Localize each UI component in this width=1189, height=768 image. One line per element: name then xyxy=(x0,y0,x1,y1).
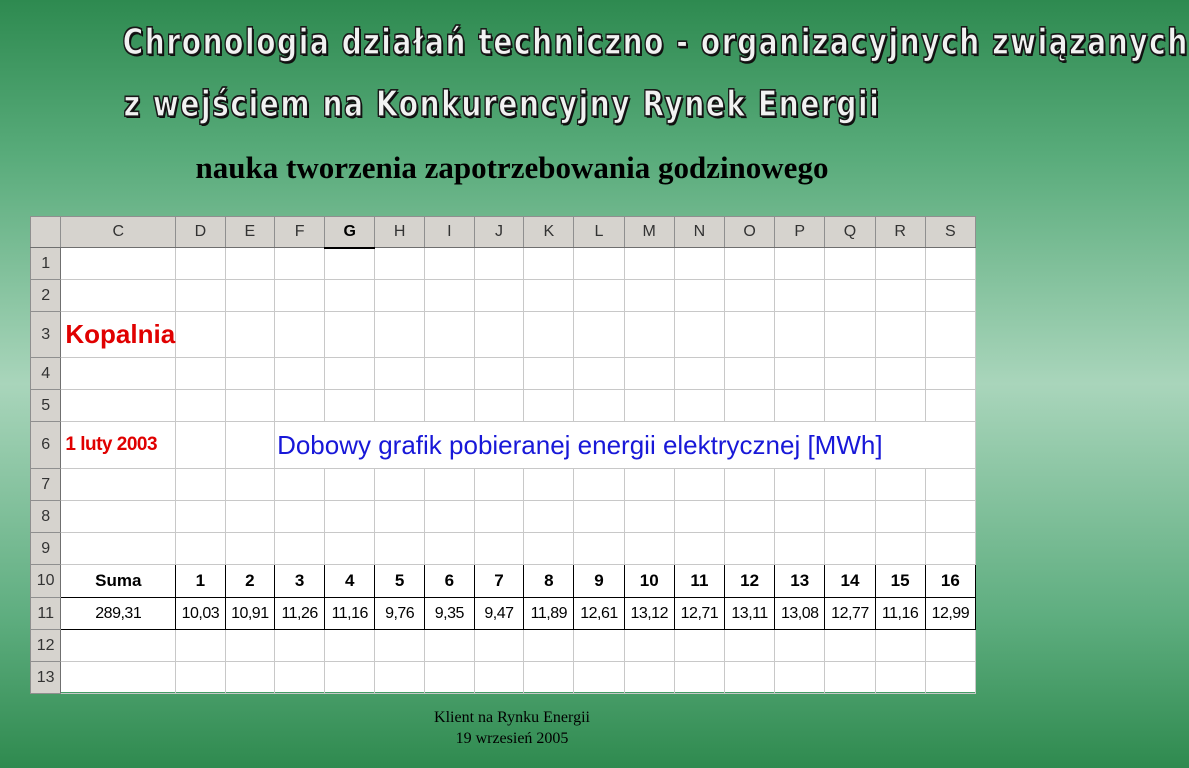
cell[interactable] xyxy=(875,630,925,662)
cell[interactable] xyxy=(176,630,225,662)
cell[interactable] xyxy=(524,280,574,312)
cell[interactable] xyxy=(424,280,474,312)
cell[interactable] xyxy=(674,280,724,312)
cell[interactable] xyxy=(325,280,375,312)
cell[interactable] xyxy=(375,662,425,694)
column-header[interactable]: J xyxy=(474,217,524,248)
cell[interactable] xyxy=(424,390,474,422)
cell-schedule-heading[interactable]: Dobowy grafik pobieranej energii elektrycznej [MWh] xyxy=(275,422,976,469)
cell[interactable] xyxy=(825,662,875,694)
row-header[interactable]: 12 xyxy=(31,630,61,662)
cell[interactable] xyxy=(325,630,375,662)
column-header[interactable]: K xyxy=(524,217,574,248)
column-header[interactable]: G xyxy=(325,217,375,248)
cell[interactable] xyxy=(424,662,474,694)
column-header[interactable]: Q xyxy=(825,217,875,248)
cell[interactable] xyxy=(574,533,624,565)
cell[interactable] xyxy=(474,390,524,422)
cell[interactable] xyxy=(574,312,624,358)
cell[interactable] xyxy=(875,533,925,565)
cell[interactable] xyxy=(275,501,325,533)
cell[interactable] xyxy=(225,280,274,312)
cell-company[interactable]: Kopalnia xyxy=(61,312,176,358)
row-header[interactable]: 6 xyxy=(31,422,61,469)
cell[interactable] xyxy=(674,630,724,662)
cell[interactable] xyxy=(574,280,624,312)
cell[interactable] xyxy=(176,280,225,312)
cell[interactable] xyxy=(574,630,624,662)
cell[interactable] xyxy=(775,248,825,280)
table-row xyxy=(31,280,976,312)
cell[interactable] xyxy=(775,280,825,312)
cell[interactable] xyxy=(176,501,225,533)
cell[interactable] xyxy=(225,312,274,358)
cell[interactable] xyxy=(624,662,674,694)
cell[interactable] xyxy=(624,248,674,280)
cell-hour[interactable]: 11 xyxy=(674,565,724,598)
cell[interactable] xyxy=(524,248,574,280)
cell-hour[interactable]: 14 xyxy=(825,565,875,598)
cell[interactable] xyxy=(275,662,325,694)
cell-hour-value[interactable]: 9,47 xyxy=(474,598,524,630)
row-header[interactable]: 10 xyxy=(31,565,61,598)
cell[interactable] xyxy=(825,630,875,662)
cell[interactable] xyxy=(775,358,825,390)
cell[interactable] xyxy=(825,358,875,390)
cell[interactable] xyxy=(725,662,775,694)
cell[interactable] xyxy=(61,469,176,501)
cell[interactable] xyxy=(61,280,176,312)
cell[interactable] xyxy=(725,533,775,565)
cell[interactable] xyxy=(176,662,225,694)
cell[interactable] xyxy=(275,312,325,358)
cell-hour-value[interactable]: 12,77 xyxy=(825,598,875,630)
cell[interactable] xyxy=(176,469,225,501)
slide-footer xyxy=(0,707,1024,749)
cell[interactable] xyxy=(875,390,925,422)
cell[interactable] xyxy=(225,533,274,565)
cell[interactable] xyxy=(225,630,274,662)
cell[interactable] xyxy=(375,501,425,533)
cell[interactable] xyxy=(524,662,574,694)
cell[interactable] xyxy=(925,312,975,358)
cell-hour[interactable]: 13 xyxy=(775,565,825,598)
cell[interactable] xyxy=(325,312,375,358)
cell[interactable] xyxy=(375,358,425,390)
slide-title-line2: z wejściem na Konkurencyjny Rynek Energii xyxy=(123,84,881,125)
cell[interactable] xyxy=(474,630,524,662)
table-row xyxy=(31,312,976,358)
table-row xyxy=(31,533,976,565)
cell[interactable] xyxy=(275,630,325,662)
cell[interactable] xyxy=(275,469,325,501)
cell[interactable] xyxy=(674,312,724,358)
cell[interactable] xyxy=(725,312,775,358)
cell[interactable] xyxy=(375,533,425,565)
column-header[interactable]: P xyxy=(775,217,825,248)
spreadsheet xyxy=(30,216,976,692)
cell[interactable] xyxy=(375,248,425,280)
cell[interactable] xyxy=(825,469,875,501)
cell[interactable] xyxy=(875,248,925,280)
cell[interactable] xyxy=(574,390,624,422)
cell-hour[interactable]: 8 xyxy=(524,565,574,598)
column-header[interactable]: L xyxy=(574,217,624,248)
cell[interactable] xyxy=(875,280,925,312)
cell[interactable] xyxy=(61,630,176,662)
cell[interactable] xyxy=(474,248,524,280)
cell-hour-value[interactable]: 12,61 xyxy=(574,598,624,630)
cell[interactable] xyxy=(674,390,724,422)
cell[interactable] xyxy=(725,358,775,390)
slide-title-line1: Chronologia działań techniczno - organizacyjnych związanych xyxy=(122,22,1189,63)
table-row xyxy=(31,358,976,390)
cell[interactable] xyxy=(875,312,925,358)
cell[interactable] xyxy=(825,280,875,312)
cell[interactable] xyxy=(61,533,176,565)
cell-hour[interactable]: 7 xyxy=(474,565,524,598)
cell[interactable] xyxy=(574,248,624,280)
cell[interactable] xyxy=(325,533,375,565)
cell[interactable] xyxy=(925,469,975,501)
cell[interactable] xyxy=(225,390,274,422)
cell[interactable] xyxy=(674,501,724,533)
column-header[interactable]: I xyxy=(424,217,474,248)
cell[interactable] xyxy=(176,358,225,390)
cell[interactable] xyxy=(275,248,325,280)
table-row xyxy=(31,390,976,422)
cell-hour-value[interactable]: 11,16 xyxy=(325,598,375,630)
cell-hour-value[interactable]: 13,11 xyxy=(725,598,775,630)
cell[interactable] xyxy=(925,390,975,422)
cell[interactable] xyxy=(624,312,674,358)
cell[interactable] xyxy=(624,501,674,533)
cell[interactable] xyxy=(474,533,524,565)
cell[interactable] xyxy=(225,422,274,469)
cell[interactable] xyxy=(474,280,524,312)
cell[interactable] xyxy=(474,312,524,358)
cell-hour[interactable]: 12 xyxy=(725,565,775,598)
cell[interactable] xyxy=(424,630,474,662)
cell[interactable] xyxy=(424,312,474,358)
cell[interactable] xyxy=(375,312,425,358)
cell-hour[interactable]: 16 xyxy=(925,565,975,598)
cell[interactable] xyxy=(825,533,875,565)
cell[interactable] xyxy=(825,390,875,422)
row-header[interactable]: 9 xyxy=(31,533,61,565)
footer-line1: Klient na Rynku Energii xyxy=(434,709,590,726)
cell[interactable] xyxy=(775,533,825,565)
cell[interactable] xyxy=(275,533,325,565)
cell[interactable] xyxy=(325,662,375,694)
cell[interactable] xyxy=(925,358,975,390)
cell[interactable] xyxy=(925,662,975,694)
cell[interactable] xyxy=(424,358,474,390)
cell[interactable] xyxy=(61,501,176,533)
cell[interactable] xyxy=(424,501,474,533)
cell[interactable] xyxy=(674,662,724,694)
row-header[interactable]: 3 xyxy=(31,312,61,358)
cell[interactable] xyxy=(725,248,775,280)
cell[interactable] xyxy=(725,280,775,312)
cell[interactable] xyxy=(176,422,225,469)
cell[interactable] xyxy=(524,312,574,358)
cell[interactable] xyxy=(325,501,375,533)
cell-hour-value[interactable]: 12,71 xyxy=(674,598,724,630)
cell[interactable] xyxy=(375,280,425,312)
cell[interactable] xyxy=(225,248,274,280)
row-header[interactable]: 2 xyxy=(31,280,61,312)
cell[interactable] xyxy=(925,501,975,533)
cell[interactable] xyxy=(875,469,925,501)
cell[interactable] xyxy=(176,390,225,422)
cell[interactable] xyxy=(524,469,574,501)
column-header[interactable]: N xyxy=(674,217,724,248)
cell[interactable] xyxy=(325,358,375,390)
cell[interactable] xyxy=(624,630,674,662)
select-all-corner[interactable] xyxy=(31,217,61,248)
cell[interactable] xyxy=(825,248,875,280)
cell-hour[interactable]: 2 xyxy=(225,565,274,598)
column-header[interactable]: D xyxy=(176,217,225,248)
cell[interactable] xyxy=(275,390,325,422)
cell[interactable] xyxy=(375,390,425,422)
table-row xyxy=(31,630,976,662)
cell-hour-value[interactable]: 9,76 xyxy=(375,598,425,630)
column-header[interactable]: C xyxy=(61,217,176,248)
cell[interactable] xyxy=(474,358,524,390)
cell[interactable] xyxy=(674,469,724,501)
column-header[interactable]: M xyxy=(624,217,674,248)
slide-subtitle: nauka tworzenia zapotrzebowania godzinowego xyxy=(195,150,829,185)
cell[interactable] xyxy=(61,248,176,280)
cell[interactable] xyxy=(225,662,274,694)
cell-hour-value[interactable]: 11,89 xyxy=(524,598,574,630)
cell[interactable] xyxy=(61,662,176,694)
cell[interactable] xyxy=(775,501,825,533)
cell[interactable] xyxy=(624,280,674,312)
cell[interactable] xyxy=(775,662,825,694)
table-row xyxy=(31,422,976,469)
cell-hour[interactable]: 5 xyxy=(375,565,425,598)
column-header[interactable]: O xyxy=(725,217,775,248)
cell-hour-value[interactable]: 9,35 xyxy=(424,598,474,630)
table-row xyxy=(31,469,976,501)
cell[interactable] xyxy=(574,469,624,501)
cell[interactable] xyxy=(574,358,624,390)
cell-hour-value[interactable]: 11,16 xyxy=(875,598,925,630)
cell[interactable] xyxy=(624,390,674,422)
cell[interactable] xyxy=(61,390,176,422)
cell-hour[interactable]: 4 xyxy=(325,565,375,598)
cell-hour[interactable]: 6 xyxy=(424,565,474,598)
row-header[interactable]: 1 xyxy=(31,248,61,280)
cell-date[interactable]: 1 luty 2003 xyxy=(61,422,176,469)
cell[interactable] xyxy=(725,630,775,662)
cell[interactable] xyxy=(61,358,176,390)
cell[interactable] xyxy=(524,390,574,422)
cell[interactable] xyxy=(775,469,825,501)
row-header[interactable]: 7 xyxy=(31,469,61,501)
cell[interactable] xyxy=(825,312,875,358)
row-header[interactable]: 8 xyxy=(31,501,61,533)
cell[interactable] xyxy=(524,501,574,533)
row-header[interactable]: 5 xyxy=(31,390,61,422)
cell[interactable] xyxy=(474,662,524,694)
column-header[interactable]: S xyxy=(925,217,975,248)
cell-hour-value[interactable]: 13,08 xyxy=(775,598,825,630)
row-header[interactable]: 11 xyxy=(31,598,61,630)
cell-hour[interactable]: 1 xyxy=(176,565,225,598)
row-header[interactable]: 4 xyxy=(31,358,61,390)
cell[interactable] xyxy=(624,358,674,390)
cell[interactable] xyxy=(674,248,724,280)
cell[interactable] xyxy=(775,312,825,358)
cell[interactable] xyxy=(574,662,624,694)
cell-hour-value[interactable]: 13,12 xyxy=(624,598,674,630)
cell[interactable] xyxy=(176,248,225,280)
cell[interactable] xyxy=(725,501,775,533)
cell-hour[interactable]: 3 xyxy=(275,565,325,598)
cell[interactable] xyxy=(176,533,225,565)
cell[interactable] xyxy=(925,630,975,662)
table-row xyxy=(31,662,976,694)
cell[interactable] xyxy=(424,248,474,280)
cell[interactable] xyxy=(725,390,775,422)
cell[interactable] xyxy=(624,533,674,565)
cell[interactable] xyxy=(674,533,724,565)
cell[interactable] xyxy=(875,501,925,533)
column-header[interactable]: R xyxy=(875,217,925,248)
cell[interactable] xyxy=(775,390,825,422)
cell[interactable] xyxy=(275,280,325,312)
cell[interactable] xyxy=(925,533,975,565)
cell[interactable] xyxy=(474,501,524,533)
row-header[interactable]: 13 xyxy=(31,662,61,694)
cell[interactable] xyxy=(524,358,574,390)
column-header[interactable]: H xyxy=(375,217,425,248)
cell-hour-value[interactable]: 11,26 xyxy=(275,598,325,630)
cell[interactable] xyxy=(925,280,975,312)
cell[interactable] xyxy=(225,358,274,390)
cell[interactable] xyxy=(875,662,925,694)
cell[interactable] xyxy=(225,469,274,501)
cell[interactable] xyxy=(325,390,375,422)
cell[interactable] xyxy=(875,358,925,390)
cell-hour-value[interactable]: 10,03 xyxy=(176,598,225,630)
cell[interactable] xyxy=(825,501,875,533)
cell-hour-value[interactable]: 10,91 xyxy=(225,598,274,630)
cell-hour[interactable]: 10 xyxy=(624,565,674,598)
cell-hour[interactable]: 15 xyxy=(875,565,925,598)
cell[interactable] xyxy=(424,533,474,565)
cell-sum-label[interactable]: Suma xyxy=(61,565,176,598)
cell[interactable] xyxy=(225,501,274,533)
cell[interactable] xyxy=(325,469,375,501)
cell[interactable] xyxy=(725,469,775,501)
table-row xyxy=(31,248,976,280)
cell[interactable] xyxy=(424,469,474,501)
column-header[interactable]: E xyxy=(225,217,274,248)
cell[interactable] xyxy=(176,312,225,358)
cell-hour[interactable]: 9 xyxy=(574,565,624,598)
cell[interactable] xyxy=(375,630,425,662)
column-header[interactable]: F xyxy=(275,217,325,248)
cell[interactable] xyxy=(624,469,674,501)
cell[interactable] xyxy=(524,630,574,662)
table-row xyxy=(31,501,976,533)
table-row xyxy=(31,598,976,630)
cell-hour-value[interactable]: 12,99 xyxy=(925,598,975,630)
cell[interactable] xyxy=(674,358,724,390)
cell[interactable] xyxy=(574,501,624,533)
cell[interactable] xyxy=(275,358,325,390)
cell[interactable] xyxy=(775,630,825,662)
cell[interactable] xyxy=(375,469,425,501)
spreadsheet-grid xyxy=(30,216,976,694)
cell[interactable] xyxy=(524,533,574,565)
table-row xyxy=(31,565,976,598)
cell-sum-value[interactable]: 289,31 xyxy=(61,598,176,630)
cell[interactable] xyxy=(325,248,375,280)
cell[interactable] xyxy=(474,469,524,501)
footer-line2: 19 wrzesień 2005 xyxy=(455,730,569,747)
cell[interactable] xyxy=(925,248,975,280)
